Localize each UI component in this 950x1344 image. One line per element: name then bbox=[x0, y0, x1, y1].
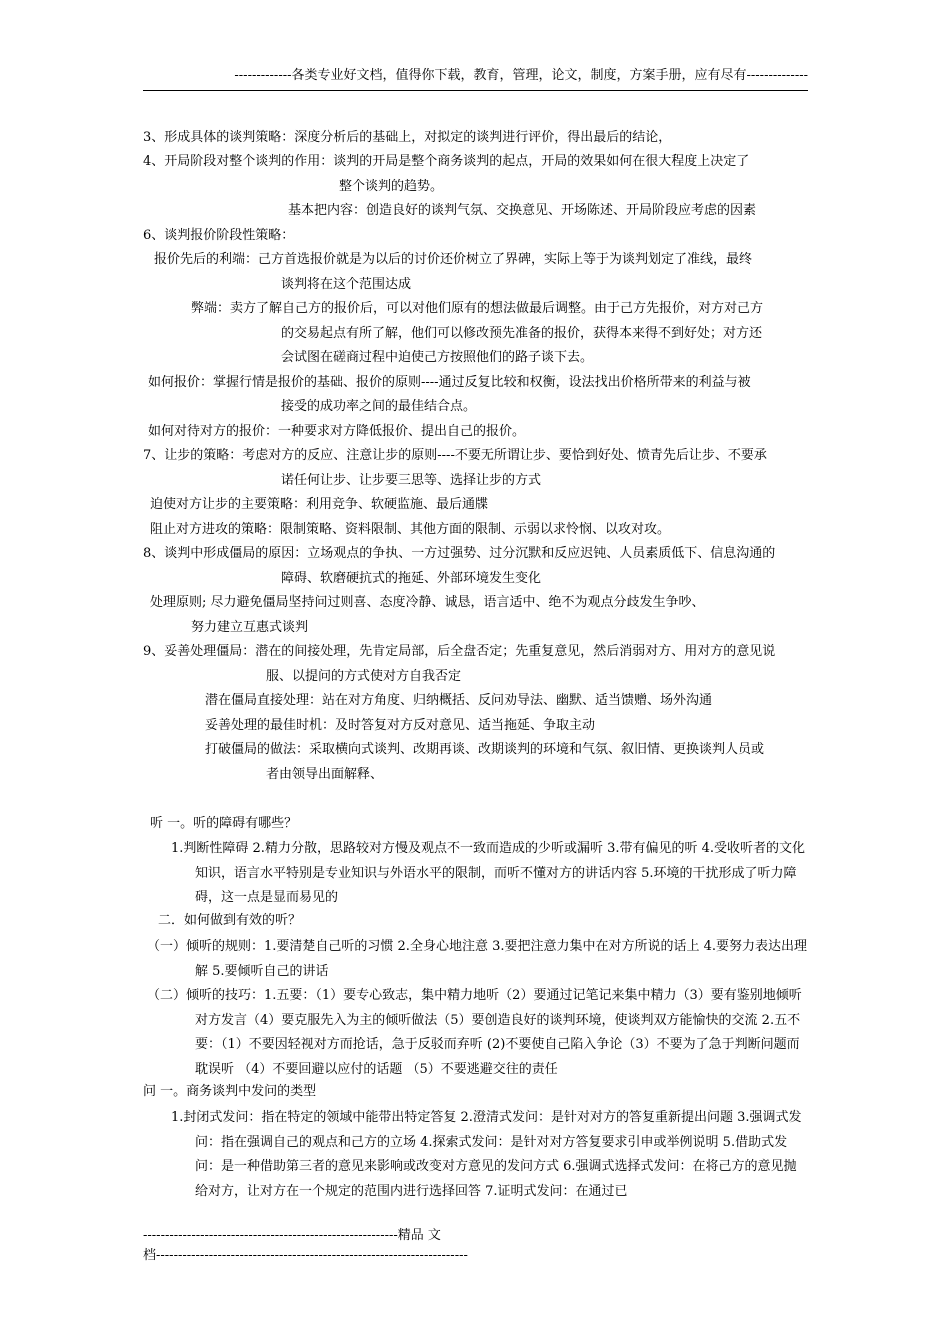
text-line: 迫使对方让步的主要策略：利用竞争、软硬监施、最后通牒 bbox=[150, 497, 489, 512]
text-line: 的交易起点有所了解，他们可以修改预先准备的报价，获得本来得不到好处；对方还 bbox=[281, 326, 763, 341]
text-line: 7、让步的策略：考虑对方的反应、注意让步的原则----不要无所谓让步、要恰到好处、愤青先后让步、不要承 bbox=[143, 448, 767, 463]
text-line: 4、开局阶段对整个谈判的作用：谈判的开局是整个商务谈判的起点，开局的效果如何在很大程度上决定了 bbox=[143, 154, 750, 169]
text-line: 6、谈判报价阶段性策略： bbox=[143, 228, 295, 243]
text-line: 9、妥善处理僵局：潜在的间接处理，先肯定局部，后全盘否定；先重复意见，然后消弱对方、用对方的意见说 bbox=[143, 644, 776, 659]
text-line: 报价先后的利端：己方首选报价就是为以后的讨价还价树立了界碑，实际上等于为谈判划定了准线，最终 bbox=[154, 252, 753, 267]
text-line: 基本把内容：创造良好的谈判气氛、交换意见、开场陈述、开局阶段应考虑的因素 bbox=[288, 203, 757, 218]
section-heading-listen: 听 一。听的障碍有哪些？ bbox=[150, 816, 298, 831]
text-line: 努力建立互惠式谈判 bbox=[191, 620, 309, 635]
text-line: 者由领导出面解释、 bbox=[266, 767, 384, 782]
footer-line: 档----------------------------------------------------------------------- bbox=[143, 1248, 468, 1263]
text-line: 二．如何做到有效的听？ bbox=[158, 913, 302, 928]
text-line: 处理原则; 尽力避免僵局坚持问过则喜、态度冷静、诚恳，语言适中、绝不为观点分歧发生争吵、 bbox=[150, 595, 705, 610]
text-line: 8、谈判中形成僵局的原因：立场观点的争执、一方过强势、过分沉默和反应迟钝、人员素质低下、信息沟通的 bbox=[143, 546, 776, 561]
text-line: 接受的成功率之间的最佳结合点。 bbox=[281, 399, 477, 414]
section-heading-ask: 问 一。商务谈判中发问的类型 bbox=[143, 1084, 317, 1099]
paragraph: 1.判断性障碍 2.精力分散，思路较对方慢及观点不一致而造成的少听或漏听 3.带有偏见的听 4.受收听者的文化知识，语言水平特别是专业知识与外语水平的限制，而听不懂对方的讲话内容 5.环境的干扰形成了听力障碍，这一点是显而易见的 bbox=[171, 841, 806, 905]
page-header: -------------各类专业好文档，值得你下载，教育，管理，论文，制度，方案手册，应有尽有-------------- bbox=[143, 66, 808, 91]
text-line: 妥善处理的最佳时机：及时答复对方反对意见、适当拖延、争取主动 bbox=[205, 718, 596, 733]
text-line: 障碍、软磨硬抗式的拖延、外部环境发生变化 bbox=[281, 571, 542, 586]
text-line: 谈判将在这个范围达成 bbox=[281, 277, 412, 292]
text-line: 服、以提问的方式使对方自我否定 bbox=[266, 669, 462, 684]
paragraph: 1.封闭式发问：指在特定的领域中能带出特定答复 2.澄清式发问：是针对对方的答复重新提出问题 3.强调式发问：指在强调自己的观点和己方的立场 4.探索式发问：是针对对方答复要求引申或举例说明 5.借助式发问：是一种借助第三者的意见来影响或改变对方意见的发问方式 6.强调式选择式发问：在将己方的意见抛给对方，让对方在一个规定的范围内进行选择回答 7.证明式发问：在通过已 bbox=[171, 1110, 802, 1199]
text-line: 诺任何让步、让步要三思等、选择让步的方式 bbox=[281, 473, 542, 488]
text-line: 3、形成具体的谈判策略：深度分析后的基础上，对拟定的谈判进行评价，得出最后的结论， bbox=[143, 130, 672, 145]
text-line: 弊端：卖方了解自己方的报价后，可以对他们原有的想法做最后调整。由于己方先报价，对方对己方 bbox=[191, 301, 764, 316]
text-line: 如何报价：掌握行情是报价的基础、报价的原则----通过反复比较和权衡，设法找出价格所带来的利益与被 bbox=[148, 375, 751, 390]
text-line: 会试图在磋商过程中迫使己方按照他们的路子谈下去。 bbox=[281, 350, 594, 365]
text-line: 阻止对方进攻的策略：限制策略、资料限制、其他方面的限制、示弱以求怜悯、以攻对攻。 bbox=[150, 522, 671, 537]
text-line: 潜在僵局直接处理：站在对方角度、归纳概括、反问劝导法、幽默、适当馈赠、场外沟通 bbox=[205, 693, 713, 708]
text-line: 整个谈判的趋势。 bbox=[339, 179, 444, 194]
text-line: 如何对待对方的报价：一种要求对方降低报价、提出自己的报价。 bbox=[148, 424, 526, 439]
paragraph: （一）倾听的规则：1.要清楚自己听的习惯 2.全身心地注意 3.要把注意力集中在对方所说的话上 4.要努力表达出理解 5.要倾听自己的讲话 bbox=[147, 939, 808, 979]
text-line: 打破僵局的做法：采取横向式谈判、改期再谈、改期谈判的环境和气氛、叙旧情、更换谈判人员或 bbox=[205, 742, 765, 757]
footer-line: ----------------------------------------------------------精品 文 bbox=[143, 1228, 441, 1243]
paragraph: （二）倾听的技巧：1.五要：（1）要专心致志，集中精力地听（2）要通过记笔记来集中精力（3）要有鉴别地倾听对方发言（4）要克服先入为主的倾听做法（5）要创造良好的谈判环境，使谈判双方能愉快的交流 2.五不要：（1）不要因轻视对方而抢话，急于反驳而弃听 (2)不要使自己陷入争论（3）不要为了急于判断问题而耽误听 （4）不要回避以应付的话题 （5）不要逃避交往的责任 bbox=[147, 988, 802, 1077]
page-footer bbox=[143, 1226, 808, 1266]
